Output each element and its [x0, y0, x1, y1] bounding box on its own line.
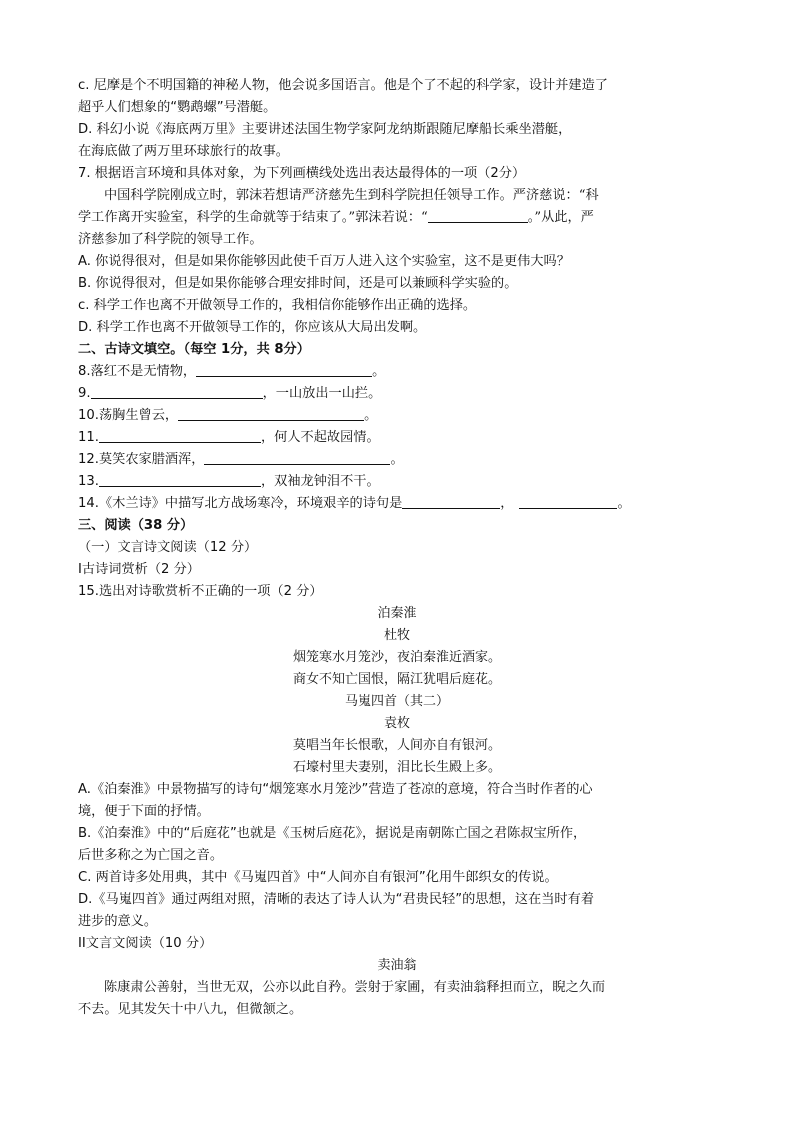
- poem1-title: 泊秦淮: [377, 606, 417, 621]
- q13-end: ，双袖龙钟泪不干。: [260, 474, 380, 489]
- q7-passage-text-end: 。”从此，严: [527, 210, 594, 225]
- section-3-heading: 三、阅读（38 分）: [78, 518, 194, 533]
- q15-option-a-line2: 境，便于下面的抒情。: [78, 804, 210, 819]
- q10-blank[interactable]: [178, 406, 364, 421]
- q8-blank[interactable]: [196, 362, 372, 377]
- q8-text: 8.落红不是无情物，: [78, 364, 197, 379]
- poem2-line1: 莫唱当年长恨歌，人间亦自有银河。: [292, 738, 501, 753]
- subsection-1-1-heading: I古诗词赏析（2 分）: [78, 562, 200, 577]
- section-2-heading: 二、古诗文填空。（每空 1分，共 8分）: [78, 342, 310, 357]
- q7-answer-blank[interactable]: [428, 208, 528, 223]
- q14-blank-1[interactable]: [402, 494, 500, 509]
- prose-line1: 陈康肃公善射，当世无双，公亦以此自矜。尝射于家圃，有卖油翁释担而立，睨之久而: [104, 980, 606, 995]
- q15-option-b-line2: 后世多称之为亡国之音。: [78, 848, 224, 863]
- q9-end: ，一山放出一山拦。: [262, 386, 382, 401]
- subsection-1-heading: （一）文言诗文阅读（12 分）: [78, 540, 258, 555]
- q7-option-b: B. 你说得很对，但是如果你能够合理安排时间，还是可以兼顾科学实验的。: [78, 276, 518, 291]
- q13-line: [78, 471, 380, 493]
- q6-option-d-line1: D. 科幻小说《海底两万里》主要讲述法国生物学家阿龙纳斯跟随尼摩船长乘坐潜艇，: [78, 122, 572, 137]
- q11-end: ，何人不起故园情。: [260, 430, 380, 445]
- q12-line: [78, 449, 404, 471]
- q14-text: 14.《木兰诗》中描写北方战场寒冷，环境艰辛的诗句是: [78, 496, 403, 511]
- poem2-line2: 石壕村里夫妻别，泪比长生殿上多。: [292, 760, 501, 775]
- q14-blank-2[interactable]: [519, 494, 617, 509]
- prose-title: 卖油翁: [377, 958, 417, 973]
- q6-option-d-line2: 在海底做了两万里环球旅行的故事。: [78, 144, 289, 159]
- poem1-line2: 商女不知亡国恨，隔江犹唱后庭花。: [292, 672, 501, 687]
- q7-option-d: D. 科学工作也离不开做领导工作的，你应该从大局出发啊。: [78, 320, 427, 335]
- poem1-author: 杜牧: [383, 628, 410, 643]
- q12-end: 。: [390, 452, 404, 467]
- poem2-author: 袁枚: [383, 716, 410, 731]
- q7-passage-line1: 中国科学院刚成立时，郭沫若想请严济慈先生到科学院担任领导工作。严济慈说：“科: [104, 188, 599, 203]
- q7-passage-text: 学工作离开实验室，科学的生命就等于结束了。”郭沫若说：“: [78, 210, 428, 225]
- q15-option-d-line1: D.《马嵬四首》通过两组对照，清晰的表达了诗人认为“君贵民轻”的思想，这在当时有着: [78, 892, 594, 907]
- q10-end: 。: [364, 408, 378, 423]
- q13-text: 13.: [78, 474, 99, 489]
- q14-mid: ，: [500, 496, 514, 511]
- q15-stem: 15.选出对诗歌赏析不正确的一项（2 分）: [78, 584, 323, 599]
- q12-text: 12.莫笑农家腊酒浑，: [78, 452, 205, 467]
- q11-line: [78, 427, 380, 449]
- q7-option-c: c. 科学工作也离不开做领导工作的，我相信你能够作出正确的选择。: [78, 298, 477, 313]
- q10-text: 10.荡胸生曾云，: [78, 408, 179, 423]
- prose-line2: 不去。见其发矢十中八九，但微颔之。: [78, 1002, 303, 1017]
- poem2-title: 马嵬四首（其二）: [344, 694, 449, 709]
- q6-option-c-line2: 超乎人们想象的“鹦鹉螺”号潜艇。: [78, 100, 277, 115]
- poem1-line1: 烟笼寒水月笼沙，夜泊秦淮近酒家。: [292, 650, 501, 665]
- q8-line: [78, 361, 385, 383]
- q9-blank[interactable]: [91, 384, 263, 399]
- q14-line: [78, 493, 631, 515]
- q9-line: [78, 383, 381, 405]
- q7-passage-line3: 济慈参加了科学院的领导工作。: [78, 232, 263, 247]
- q15-option-d-line2: 进步的意义。: [78, 914, 158, 929]
- q15-option-a-line1: A.《泊秦淮》中景物描写的诗句“烟笼寒水月笼沙”营造了苍凉的意境，符合当时作者的心: [78, 782, 593, 797]
- q14-end: 。: [617, 496, 631, 511]
- q9-text: 9.: [78, 386, 91, 401]
- q8-end: 。: [372, 364, 386, 379]
- q6-option-c-line1: c. 尼摩是个不明国籍的神秘人物，他会说多国语言。他是个了不起的科学家，设计并建造了: [78, 78, 608, 93]
- q15-option-b-line1: B.《泊秦淮》中的“后庭花”也就是《玉树后庭花》，据说是南朝陈亡国之君陈叔宝所作，: [78, 826, 587, 841]
- q7-option-a: A. 你说得很对，但是如果你能够因此使千百万人进入这个实验室，这不是更伟大吗？: [78, 254, 570, 269]
- q15-option-c: C. 两首诗多处用典，其中《马嵬四首》中“人间亦自有银河”化用牛郎织女的传说。: [78, 870, 558, 885]
- q12-blank[interactable]: [204, 450, 390, 465]
- q11-text: 11.: [78, 430, 99, 445]
- subsection-1-2-heading: II文言文阅读（10 分）: [78, 936, 213, 951]
- q10-line: [78, 405, 377, 427]
- q7-passage-line2: [78, 207, 594, 229]
- q13-blank[interactable]: [99, 472, 261, 487]
- q7-stem: 7. 根据语言环境和具体对象，为下列画横线处选出表达最得体的一项（2分）: [78, 166, 526, 181]
- q11-blank[interactable]: [99, 428, 261, 443]
